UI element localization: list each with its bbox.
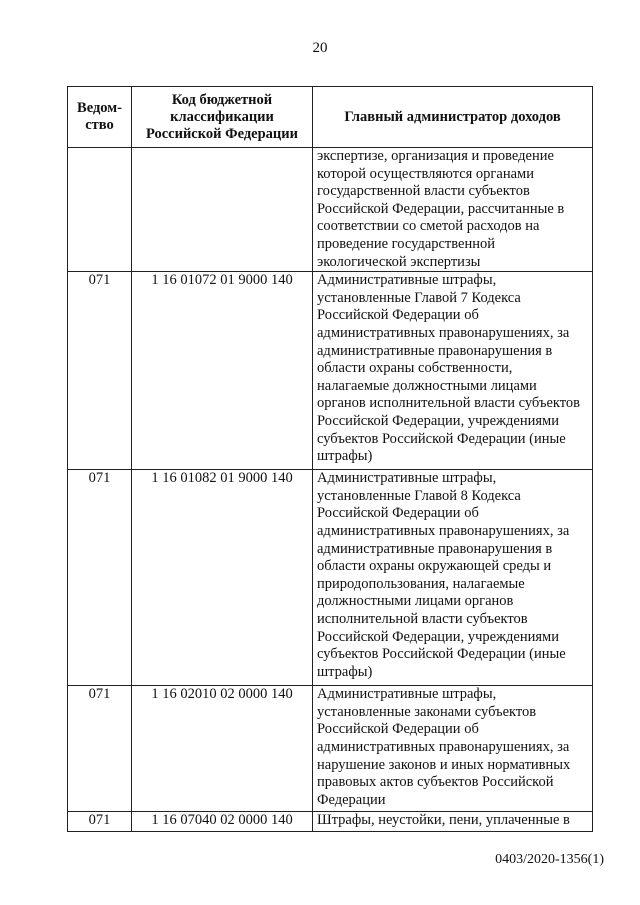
table-header-row bbox=[68, 87, 593, 148]
cell-code: 1 16 02010 02 0000 140 bbox=[132, 686, 313, 812]
document-number: 0403/2020-1356(1) bbox=[495, 852, 604, 867]
table-row bbox=[68, 470, 593, 686]
cell-admin-text: Административные штрафы, установленные Главой 8 Кодекса Российской Федерации об административных правонарушениях, за административные правонарушения в области охраны окружающей среды и природопользования, налагаемые должностными лицами органов исполнительной власти субъектов Российской Федерации, учреждениями субъектов Российской Федерации (иные штрафы) bbox=[313, 470, 593, 686]
cell-admin-text: Административные штрафы, установленные законами субъектов Российской Федерации об административных правонарушениях, за нарушение законов и иных нормативных правовых актов субъектов Российской Федерации bbox=[313, 686, 593, 812]
cell-code: 1 16 07040 02 0000 140 bbox=[132, 812, 313, 832]
cell-code bbox=[132, 148, 313, 272]
table-row bbox=[68, 686, 593, 812]
revenue-administrators-table bbox=[67, 86, 593, 832]
table-row bbox=[68, 148, 593, 272]
header-admin: Главный администратор доходов bbox=[313, 87, 593, 148]
cell-vedomstvo bbox=[68, 148, 132, 272]
cell-vedomstvo: 071 bbox=[68, 272, 132, 470]
header-vedomstvo: Ведом- ство bbox=[68, 87, 132, 148]
cell-code: 1 16 01082 01 9000 140 bbox=[132, 470, 313, 686]
page-number: 20 bbox=[312, 40, 328, 56]
cell-vedomstvo: 071 bbox=[68, 812, 132, 832]
cell-vedomstvo: 071 bbox=[68, 686, 132, 812]
table-row bbox=[68, 272, 593, 470]
cell-admin-text: Штрафы, неустойки, пени, уплаченные в bbox=[313, 812, 593, 832]
cell-admin-text: экспертизе, организация и проведение которой осуществляются органами государственной власти субъектов Российской Федерации, рассчитанные в соответствии со сметой расходов на проведение государственной экологической экспертизы bbox=[313, 148, 593, 272]
cell-code: 1 16 01072 01 9000 140 bbox=[132, 272, 313, 470]
cell-vedomstvo: 071 bbox=[68, 470, 132, 686]
cell-admin-text: Административные штрафы, установленные Главой 7 Кодекса Российской Федерации об административных правонарушениях, за административные правонарушения в области охраны собственности, налагаемые должностными лицами органов исполнительной власти субъектов Российской Федерации, учреждениями субъектов Российской Федерации (иные штрафы) bbox=[313, 272, 593, 470]
header-code: Код бюджетной классификации Российской Федерации bbox=[132, 87, 313, 148]
table-row bbox=[68, 812, 593, 832]
